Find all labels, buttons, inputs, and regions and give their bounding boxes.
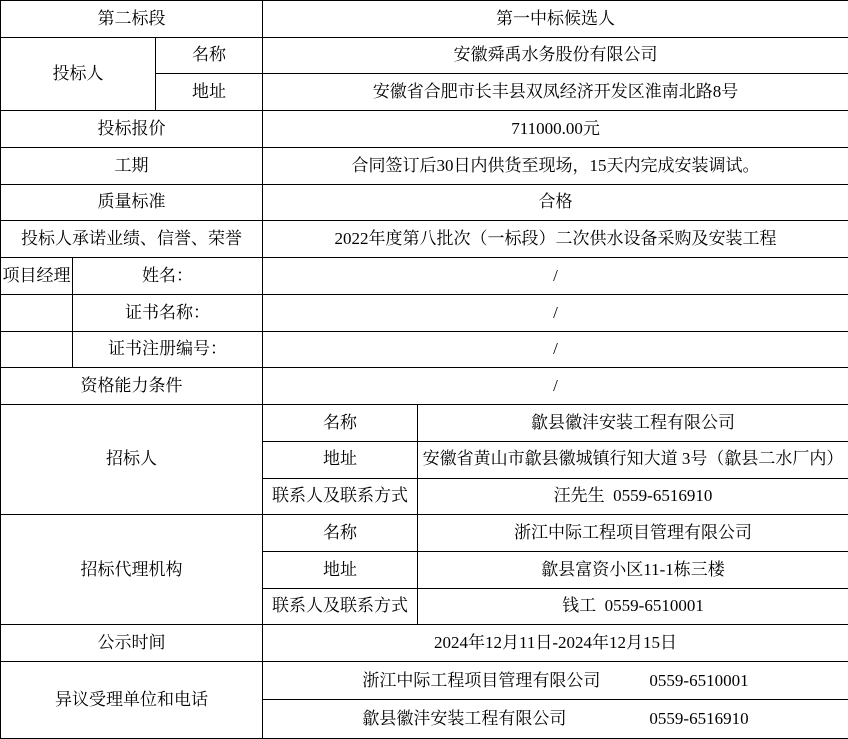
tenderee-label: 招标人 — [1, 405, 263, 515]
bid-price-label: 投标报价 — [1, 111, 263, 148]
agency-name-value: 浙江中际工程项目管理有限公司 — [418, 515, 848, 552]
quality-label: 质量标准 — [1, 184, 263, 221]
bidder-name-row — [1, 37, 848, 74]
bid-price-value: 711000.00元 — [263, 111, 848, 148]
achievement-value: 2022年度第八批次（一标段）二次供水设备采购及安装工程 — [263, 221, 848, 258]
bidder-label: 投标人 — [1, 37, 156, 110]
bidder-address-label: 地址 — [156, 74, 263, 111]
empty-cell — [1, 331, 73, 368]
pm-cert-name-value: / — [263, 294, 848, 331]
header-row — [1, 1, 848, 38]
objection-org: 歙县徽沣安装工程有限公司 — [362, 709, 567, 729]
pm-name-row — [1, 258, 848, 295]
agency-label: 招标代理机构 — [1, 515, 263, 625]
agency-name-row — [1, 515, 848, 552]
publicity-row — [1, 625, 848, 662]
pm-cert-no-label: 证书注册编号： — [73, 331, 263, 368]
duration-row — [1, 147, 848, 184]
tenderee-name-value: 歙县徽沣安装工程有限公司 — [418, 405, 848, 442]
tenderee-address-value: 安徽省黄山市歙县徽城镇行知大道 3号（歙县二水厂内） — [418, 441, 848, 478]
tenderee-contact-label: 联系人及联系方式 — [263, 478, 418, 515]
qualification-label: 资格能力条件 — [1, 368, 263, 405]
pm-cert-name-label: 证书名称： — [73, 294, 263, 331]
achievement-label: 投标人承诺业绩、信誉、荣誉 — [1, 221, 263, 258]
bidder-name-value: 安徽舜禹水务股份有限公司 — [263, 37, 848, 74]
tenderee-contact-value: 汪先生 0559-6516910 — [418, 478, 848, 515]
duration-label: 工期 — [1, 147, 263, 184]
duration-value: 合同签订后30日内供货至现场，15天内完成安装调试。 — [263, 147, 848, 184]
tenderee-address-label: 地址 — [263, 441, 418, 478]
qualification-value: / — [263, 368, 848, 405]
objection-org: 浙江中际工程项目管理有限公司 — [362, 671, 601, 691]
quality-row — [1, 184, 848, 221]
objection-phone: 0559-6510001 — [649, 671, 749, 691]
objection-entry — [263, 662, 848, 700]
agency-address-value: 歙县富资小区11-1栋三楼 — [418, 552, 848, 589]
bidder-name-label: 名称 — [156, 37, 263, 74]
qualification-row — [1, 368, 848, 405]
agency-contact-label: 联系人及联系方式 — [263, 588, 418, 625]
pm-cert-name-row — [1, 294, 848, 331]
bidder-address-value: 安徽省合肥市长丰县双凤经济开发区淮南北路8号 — [263, 74, 848, 111]
objection-row-1 — [1, 662, 848, 700]
achievement-row — [1, 221, 848, 258]
pm-cert-no-value: / — [263, 331, 848, 368]
quality-value: 合格 — [263, 184, 848, 221]
agency-name-label: 名称 — [263, 515, 418, 552]
pm-name-value: / — [263, 258, 848, 295]
tenderee-name-row — [1, 405, 848, 442]
publicity-label: 公示时间 — [1, 625, 263, 662]
agency-address-label: 地址 — [263, 552, 418, 589]
pm-cert-no-row — [1, 331, 848, 368]
objection-entry — [263, 700, 848, 739]
tenderee-name-label: 名称 — [263, 405, 418, 442]
candidate-header: 第一中标候选人 — [263, 1, 848, 38]
pm-label: 项目经理 — [1, 258, 73, 295]
bid-price-row — [1, 111, 848, 148]
pm-name-label: 姓名： — [73, 258, 263, 295]
agency-contact-value: 钱工 0559-6510001 — [418, 588, 848, 625]
section-label: 第二标段 — [1, 1, 263, 38]
objection-label: 异议受理单位和电话 — [1, 662, 263, 739]
objection-phone: 0559-6516910 — [649, 709, 749, 729]
publicity-value: 2024年12月11日-2024年12月15日 — [263, 625, 848, 662]
empty-cell — [1, 294, 73, 331]
